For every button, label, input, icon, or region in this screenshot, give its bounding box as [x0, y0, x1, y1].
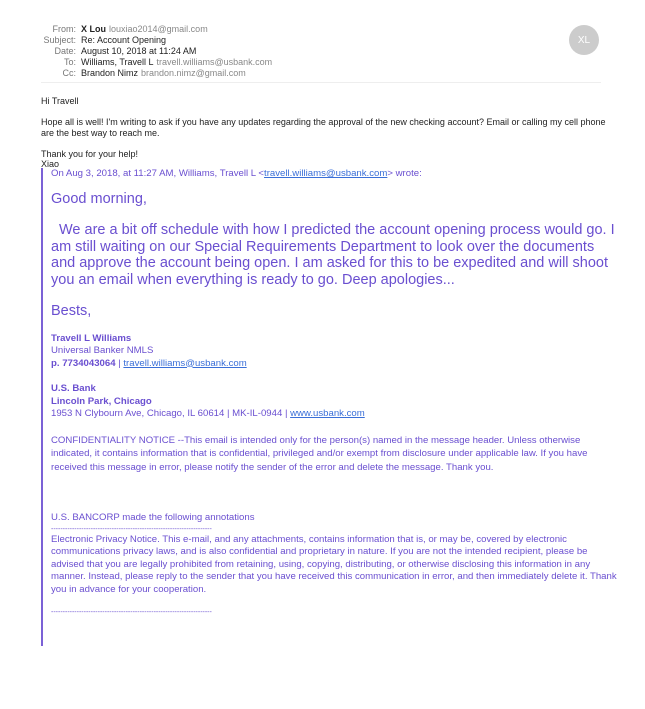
website-link[interactable]: www.usbank.com [290, 408, 365, 419]
from-label: From: [52, 24, 76, 34]
confidentiality-notice: CONFIDENTIALITY NOTICE --This email is intended only for the person(s) named in the message header. Unless otherwise indicated, it contains information that is confidential, privileged and/or exempt from disclosure under applicable law. If you have received this message in error, please notify the sender of the error and delete the message. Thank you. [51, 434, 588, 473]
date: August 10, 2018 at 11:24 AM [81, 46, 197, 56]
avatar: XL [569, 25, 599, 55]
cc-name[interactable]: Brandon Nimz [81, 68, 139, 78]
divider-dashes-bottom: --------------------------------------------------------------------- [51, 609, 212, 616]
header-divider [41, 82, 601, 83]
thanks: Thank you for your help! [41, 148, 139, 159]
signature-email-link[interactable]: travell.williams@usbank.com [123, 357, 247, 369]
signature-name: Travell L Williams [51, 332, 132, 344]
cc-email[interactable]: brandon.nimz@gmail.com [141, 68, 246, 78]
to-label: To: [63, 57, 76, 67]
privacy-notice: Electronic Privacy Notice. This e-mail, and any attachments, contains information that is, or may be, covered by electronic communications privacy laws, and is also confidential and proprietary in nature. If you are not the intended recipient, please be advised that you are legally prohibited from retaining, using, copying, distributing, or otherwise disclosing this information in any manner. Instead, please reply to the sender that you have received this communication in error, and then immediately delete it. Thank you in advance for your cooperation. [51, 533, 617, 595]
cc-label: Cc: [62, 68, 76, 78]
attribution-email-link[interactable]: travell.williams@usbank.com [264, 168, 388, 179]
from-name[interactable]: X Lou [81, 24, 106, 34]
date-label: Date: [54, 46, 76, 56]
annotations-title: U.S. BANCORP made the following annotations [51, 512, 255, 523]
quote-paragraph: We are a bit off schedule with how I predicted the account opening process would go. I am still waiting on our Special Requirements Department to look over the documents and approve the account being open. I am asked for this to be expedited and will shoot you an email when everything is ready to go. Deep apologies... [51, 222, 615, 288]
greeting: Hi Travell [41, 96, 79, 106]
from-email[interactable]: louxiao2014@gmail.com [109, 24, 208, 34]
signature-phone: p. 7734043064 [51, 357, 116, 369]
subject-label: Subject: [43, 35, 76, 45]
quote-greeting: Good morning, [51, 190, 147, 207]
subject: Re: Account Opening [81, 35, 167, 45]
quoted-message: On Aug 3, 2018, at 11:27 AM, Williams, Travell L <travell.williams@usbank.com> wrote: Good morning, We are a bit off schedule with how I predicted the account opening process would go. I am still waiting on our Special Requirements Department to look over the documents and approve the account being open. I am asked for this to be expedited and will shoot you an email when everything is ready to go. Deep apologies... Bests, Travell L Williams Universal Banker NMLS p. 7734043064 | travell.williams@usbank.com U.S. Bank Lincoln Park, Chicago 1953 N Clybourn Ave, Chicago, IL 60614 | MK-IL-0944 | www.usbank.com CONFIDENTIALITY NOTICE --This email is intended only for the person(s) named in the message header. Unless otherwise indicated, it contains information that is confidential, privileged and/or exempt from disclosure under applicable law. If you have received this message in error, please notify the sender of the error and delete the message. Thank you. U.S. BANCORP made the following annotations --------------------------------------------------------------------- Electronic Privacy Notice. This e-mail, and any attachments, contains information that is, or may be, covered by electronic communications privacy laws, and is also confidential and proprietary in nature. If you are not the intended recipient, please be advised that you are legally prohibited from retaining, using, copying, distributing, or otherwise disclosing this information in any manner. Instead, please reply to the sender that you have received this communication in error, and then immediately delete it. Thank you in advance for your cooperation. --------------------------------------------------------------------- [41, 168, 621, 646]
email-header [0, 24, 272, 79]
to-email[interactable]: travell.williams@usbank.com [156, 57, 273, 67]
bank-branch: Lincoln Park, Chicago [51, 395, 152, 407]
bank-address: 1953 N Clybourn Ave, Chicago, IL 60614 | MK-IL-0944 | [51, 408, 291, 419]
to-name[interactable]: Williams, Travell L [81, 57, 154, 67]
divider-dashes: --------------------------------------------------------------------- [51, 525, 212, 533]
message-body [41, 96, 611, 170]
quote-attribution: On Aug 3, 2018, at 11:27 AM, Williams, Travell L <travell.williams@usbank.com> wrote: [51, 168, 422, 179]
quote-closing: Bests, [51, 303, 92, 319]
body-paragraph: Hope all is well! I'm writing to ask if you have any updates regarding the approval of the new checking account? Email or calling my cell phone are the best way to reach me. [41, 117, 606, 138]
signature-title: Universal Banker NMLS [51, 345, 154, 356]
signoff: Xiao [41, 159, 60, 169]
bank-name: U.S. Bank [51, 383, 96, 394]
